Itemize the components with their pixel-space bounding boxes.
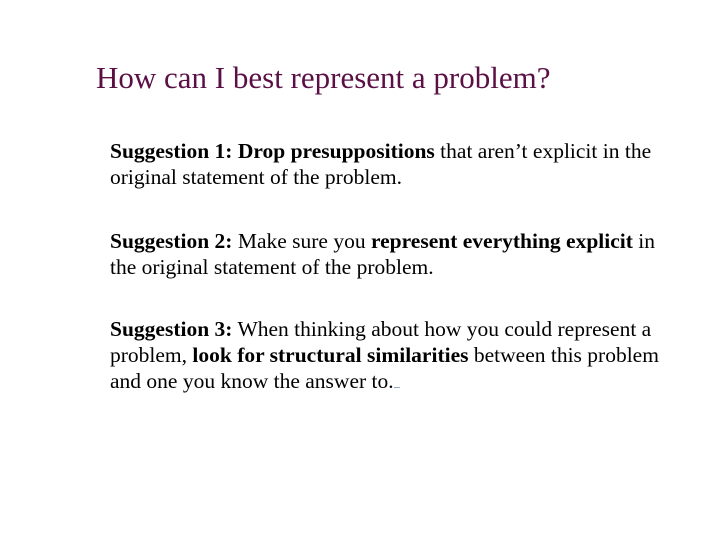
suggestion-2-part-2: represent everything explicit — [370, 229, 633, 253]
suggestion-3-part-1: When thinking about how you could represent a problem, — [110, 317, 652, 367]
suggestion-3-part-3: between this problem and one you know the answer to. — [110, 343, 659, 393]
underline-mark — [394, 373, 400, 388]
slide-title: How can I best represent a problem? — [96, 60, 551, 95]
suggestion-3-label: Suggestion 3: — [110, 317, 233, 341]
suggestion-3 — [110, 316, 670, 394]
suggestion-2-label: Suggestion 2: — [110, 229, 233, 253]
suggestion-1-part-1: Drop presuppositions — [232, 139, 435, 163]
suggestion-2-part-3: in the original statement of the problem. — [110, 229, 656, 279]
suggestion-1-part-2: that aren’t explicit in the original statement of the problem. — [110, 139, 652, 189]
suggestion-2-part-1: Make sure you — [232, 229, 371, 253]
suggestion-3-part-2: look for structural similarities — [192, 343, 469, 367]
suggestion-1-label: Suggestion 1: — [110, 139, 233, 163]
suggestion-1 — [110, 138, 670, 190]
suggestion-2 — [110, 228, 670, 280]
